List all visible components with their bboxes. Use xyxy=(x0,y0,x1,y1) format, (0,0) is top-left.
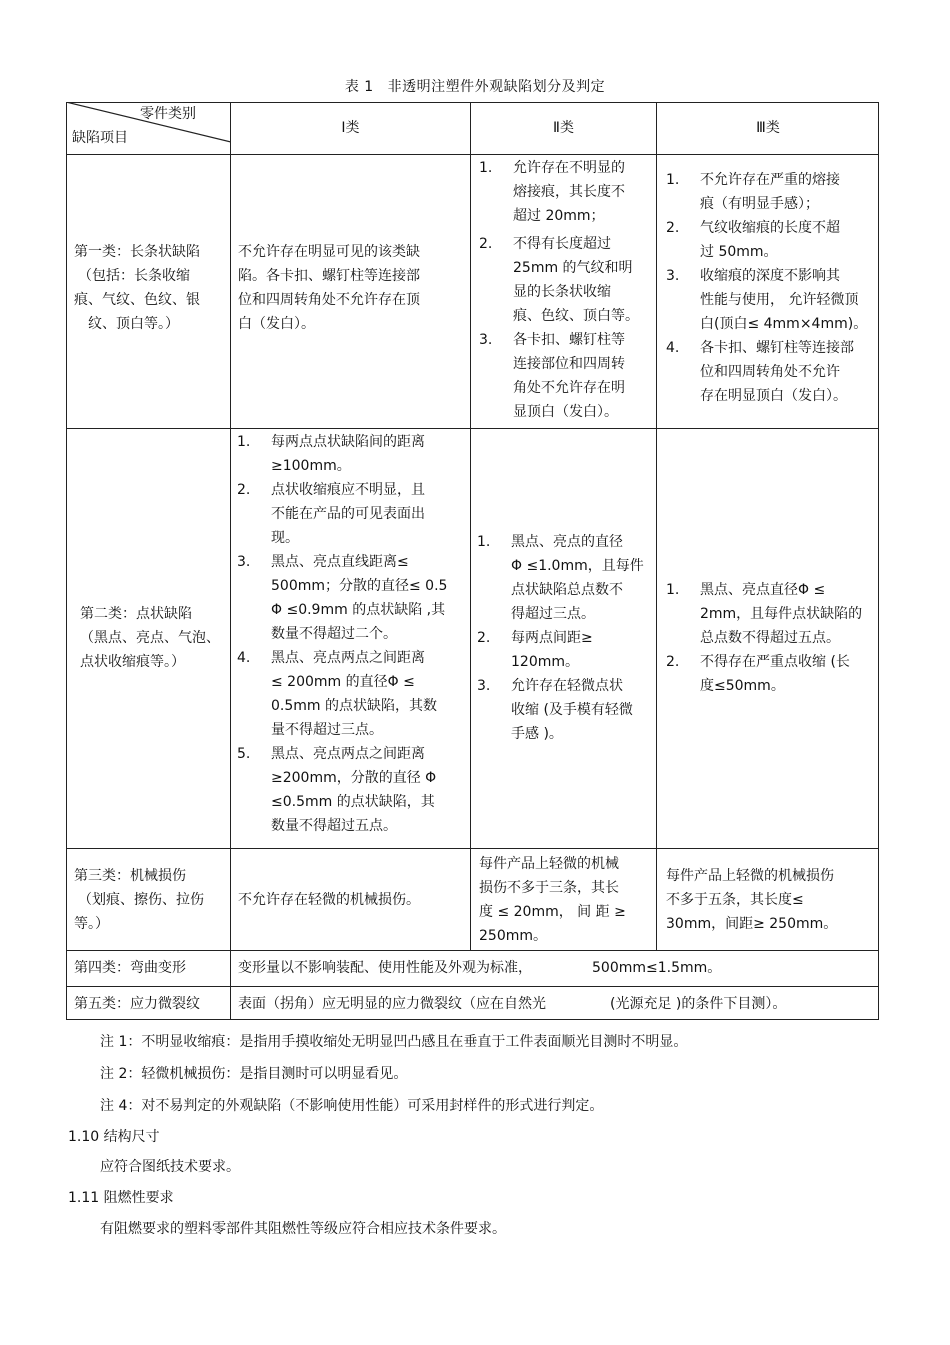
text-line: 2mm，且每件点状缺陷的 xyxy=(700,606,863,622)
section-body-structure: 应符合图纸技术要求。 xyxy=(100,1159,240,1175)
list-item xyxy=(237,646,465,742)
row-divider-2 xyxy=(66,848,879,849)
item-number: 3. xyxy=(479,332,493,348)
text-line: 每件产品上轻微的机械损伤 xyxy=(666,868,834,884)
item-number: 3. xyxy=(666,268,680,284)
row1-label-line: 痕、气纹、色纹、银 xyxy=(74,292,200,308)
item-number: 1. xyxy=(666,172,680,188)
item-number: 3. xyxy=(237,554,251,570)
row-divider-header xyxy=(66,154,879,155)
list-item xyxy=(237,478,465,550)
item-number: 1. xyxy=(237,434,251,450)
row1-label-line: 第一类：长条状缺陷 xyxy=(74,244,200,260)
row3-class1-text: 不允许存在轻微的机械损伤。 xyxy=(238,892,420,908)
row2-label-line: 点状收缩痕等。） xyxy=(80,654,185,670)
text-line: 白（发白）。 xyxy=(238,316,315,332)
note-1: 注 1：不明显收缩痕：是指用手摸收缩处无明显凹凸感且在垂直于工件表面顺光目测时不明显。 xyxy=(100,1034,688,1050)
list-item xyxy=(666,650,876,698)
text-line: 位和四周转角处不允许 xyxy=(700,364,840,380)
text-line: 位和四周转角处不允许存在顶 xyxy=(238,292,420,308)
row-divider-1 xyxy=(66,428,879,429)
header-class-1: Ⅰ类 xyxy=(341,120,360,136)
text-line: 120mm。 xyxy=(511,654,579,670)
item-number: 1. xyxy=(666,582,680,598)
row1-class1-text xyxy=(238,240,466,336)
note-2: 注 2：轻微机械损伤：是指目测时可以明显看见。 xyxy=(100,1066,408,1082)
text-line: 度≤50mm。 xyxy=(700,678,785,694)
text-line: 不多于五条，其长度≤ xyxy=(666,892,804,908)
text-line: 每件产品上轻微的机械 xyxy=(479,856,619,872)
text-line: 气纹收缩痕的长度不超 xyxy=(700,220,840,236)
text-line: 数量不得超过二个。 xyxy=(271,626,397,642)
text-line: 点状收缩痕应不明显，且 xyxy=(271,482,425,498)
row1-label-line: （包括：长条收缩 xyxy=(78,268,190,284)
text-line: 30mm，间距≥ 250mm。 xyxy=(666,916,838,932)
item-number: 4. xyxy=(666,340,680,356)
row2-class3-list xyxy=(666,578,876,698)
text-line: 黑点、亮点直径Φ ≤ xyxy=(700,582,826,598)
header-class-3: Ⅲ类 xyxy=(756,120,780,136)
text-line: 250mm。 xyxy=(479,928,547,944)
list-item xyxy=(479,328,651,424)
text-line: 损伤不多于三条，其长 xyxy=(479,880,619,896)
section-body-flame: 有阻燃要求的塑料零部件其阻燃性等级应符合相应技术条件要求。 xyxy=(100,1221,506,1237)
item-number: 2. xyxy=(666,654,680,670)
item-number: 2. xyxy=(237,482,251,498)
text-line: 性能与使用， 允许轻微顶 xyxy=(700,292,859,308)
item-number: 2. xyxy=(477,630,491,646)
row5-text: 表面（拐角）应无明显的应力微裂纹（应在自然光 xyxy=(238,996,546,1012)
item-number: 2. xyxy=(666,220,680,236)
text-line: 过 50mm。 xyxy=(700,244,778,260)
text-line: ≥200mm，分散的直径 Φ xyxy=(271,770,437,786)
text-line: 黑点、亮点两点之间距离 xyxy=(271,746,425,762)
table-number: 表 1 xyxy=(344,79,374,95)
text-line: 收缩 (及手模有轻微 xyxy=(511,702,633,718)
text-line: 得超过三点。 xyxy=(511,606,595,622)
list-item xyxy=(237,742,465,838)
row-divider-4 xyxy=(66,986,879,987)
text-line: 陷。各卡扣、螺钉柱等连接部 xyxy=(238,268,420,284)
text-line: 25mm 的气纹和明 xyxy=(513,260,633,276)
text-line: 0.5mm 的点状缺陷，其数 xyxy=(271,698,437,714)
header-part-category: 零件类别 xyxy=(140,106,196,122)
text-line: 显的长条状收缩 xyxy=(513,284,611,300)
text-line: 存在明显顶白（发白）。 xyxy=(700,388,847,404)
text-line: 总点数不得超过五点。 xyxy=(700,630,840,646)
text-line: 度 ≤ 20mm， 间 距 ≥ xyxy=(479,904,626,920)
row3-label-line: 等。） xyxy=(74,916,109,932)
text-line: 不得有长度超过 xyxy=(513,236,611,252)
text-line: 痕、色纹、顶白等。 xyxy=(513,308,639,324)
list-item xyxy=(479,156,651,228)
text-line: ≤0.5mm 的点状缺陷，其 xyxy=(271,794,435,810)
row2-class2-list xyxy=(477,530,651,746)
header-class-2: Ⅱ类 xyxy=(553,120,574,136)
text-line: 不得存在严重点收缩 (长 xyxy=(700,654,850,670)
row2-class1-list xyxy=(237,430,465,838)
text-line: 不允许存在明显可见的该类缺 xyxy=(238,244,420,260)
text-line: 痕（有明显手感）； xyxy=(700,196,819,212)
text-line: Φ ≤0.9mm 的点状缺陷 ,其 xyxy=(271,602,446,618)
row2-label-line: 第二类：点状缺陷 xyxy=(80,606,192,622)
row4-text: 变形量以不影响装配、使用性能及外观为标准， xyxy=(238,960,532,976)
item-number: 1. xyxy=(479,160,493,176)
row1-label-line: 纹、顶白等。） xyxy=(88,316,179,332)
text-line: 黑点、亮点两点之间距离 xyxy=(271,650,425,666)
note-4: 注 4：对不易判定的外观缺陷（不影响使用性能）可采用封样件的形式进行判定。 xyxy=(100,1098,604,1114)
list-item xyxy=(666,336,876,408)
row2-label-line: （黑点、亮点、气泡、 xyxy=(80,630,220,646)
item-number: 2. xyxy=(479,236,493,252)
row2-label xyxy=(80,602,228,674)
list-item xyxy=(477,674,651,746)
text-line: 白(顶白≤ 4mm×4mm)。 xyxy=(700,316,868,332)
col-divider-3 xyxy=(656,102,657,950)
list-item xyxy=(666,216,876,264)
col-divider-1 xyxy=(230,102,231,950)
row1-class2-list xyxy=(479,156,651,424)
row5-label: 第五类：应力微裂纹 xyxy=(74,996,200,1012)
text-line: Φ ≤1.0mm，且每件 xyxy=(511,558,644,574)
text-line: 超过 20mm； xyxy=(513,208,605,224)
section-heading-structure: 1.10 结构尺寸 xyxy=(68,1129,160,1145)
text-line: 点状缺陷总点数不 xyxy=(511,582,623,598)
text-line: 不允许存在严重的熔接 xyxy=(700,172,840,188)
text-line: 连接部位和四周转 xyxy=(513,356,625,372)
text-line: 黑点、亮点的直径 xyxy=(511,534,623,550)
row3-label xyxy=(74,864,226,936)
table-caption xyxy=(0,76,950,96)
text-line: 不能在产品的可见表面出 xyxy=(271,506,425,522)
row4-label: 第四类：弯曲变形 xyxy=(74,960,186,976)
text-line: 每两点点状缺陷间的距离 xyxy=(271,434,425,450)
text-line: 显顶白（发白）。 xyxy=(513,404,618,420)
text-line: 允许存在轻微点状 xyxy=(511,678,623,694)
row-divider-3 xyxy=(66,950,879,951)
table-title: 非透明注塑件外观缺陷划分及判定 xyxy=(387,79,606,95)
item-number: 5. xyxy=(237,746,251,762)
list-item xyxy=(666,578,876,650)
list-item xyxy=(237,430,465,478)
text-line: 手感 )。 xyxy=(511,726,563,742)
text-line: 量不得超过三点。 xyxy=(271,722,383,738)
text-line: 允许存在不明显的 xyxy=(513,160,625,176)
text-line: 现。 xyxy=(271,530,299,546)
text-line: 角处不允许存在明 xyxy=(513,380,625,396)
list-item xyxy=(477,626,651,674)
row4-text-value: 500mm≤1.5mm。 xyxy=(592,960,722,976)
list-item xyxy=(477,530,651,626)
text-line: ≥100mm。 xyxy=(271,458,351,474)
row3-class3-text xyxy=(666,864,876,936)
item-number: 4. xyxy=(237,650,251,666)
text-line: 黑点、亮点直线距离≤ xyxy=(271,554,409,570)
list-item xyxy=(666,168,876,216)
text-line: 数量不得超过五点。 xyxy=(271,818,397,834)
text-line: 各卡扣、螺钉柱等连接部 xyxy=(700,340,854,356)
text-line: 500mm；分散的直径≤ 0.5 xyxy=(271,578,448,594)
row1-class3-list xyxy=(666,168,876,408)
list-item xyxy=(666,264,876,336)
row3-label-line: 第三类：机械损伤 xyxy=(74,868,186,884)
list-item xyxy=(237,550,465,646)
row3-class2-text xyxy=(479,852,651,948)
item-number: 3. xyxy=(477,678,491,694)
col-divider-merged xyxy=(230,950,231,1020)
text-line: ≤ 200mm 的直径Φ ≤ xyxy=(271,674,415,690)
col-divider-2 xyxy=(470,102,471,950)
item-number: 1. xyxy=(477,534,491,550)
row3-label-line: （划痕、擦伤、拉伤 xyxy=(78,892,204,908)
section-heading-flame: 1.11 阻燃性要求 xyxy=(68,1190,174,1206)
header-defect-item: 缺陷项目 xyxy=(72,130,128,146)
text-line: 每两点间距≥ xyxy=(511,630,593,646)
text-line: 收缩痕的深度不影响其 xyxy=(700,268,840,284)
text-line: 熔接痕，其长度不 xyxy=(513,184,625,200)
row5-text-tail: (光源充足 )的条件下目测）。 xyxy=(610,996,787,1012)
row1-label xyxy=(74,240,226,336)
text-line: 各卡扣、螺钉柱等 xyxy=(513,332,625,348)
list-item xyxy=(479,232,651,328)
